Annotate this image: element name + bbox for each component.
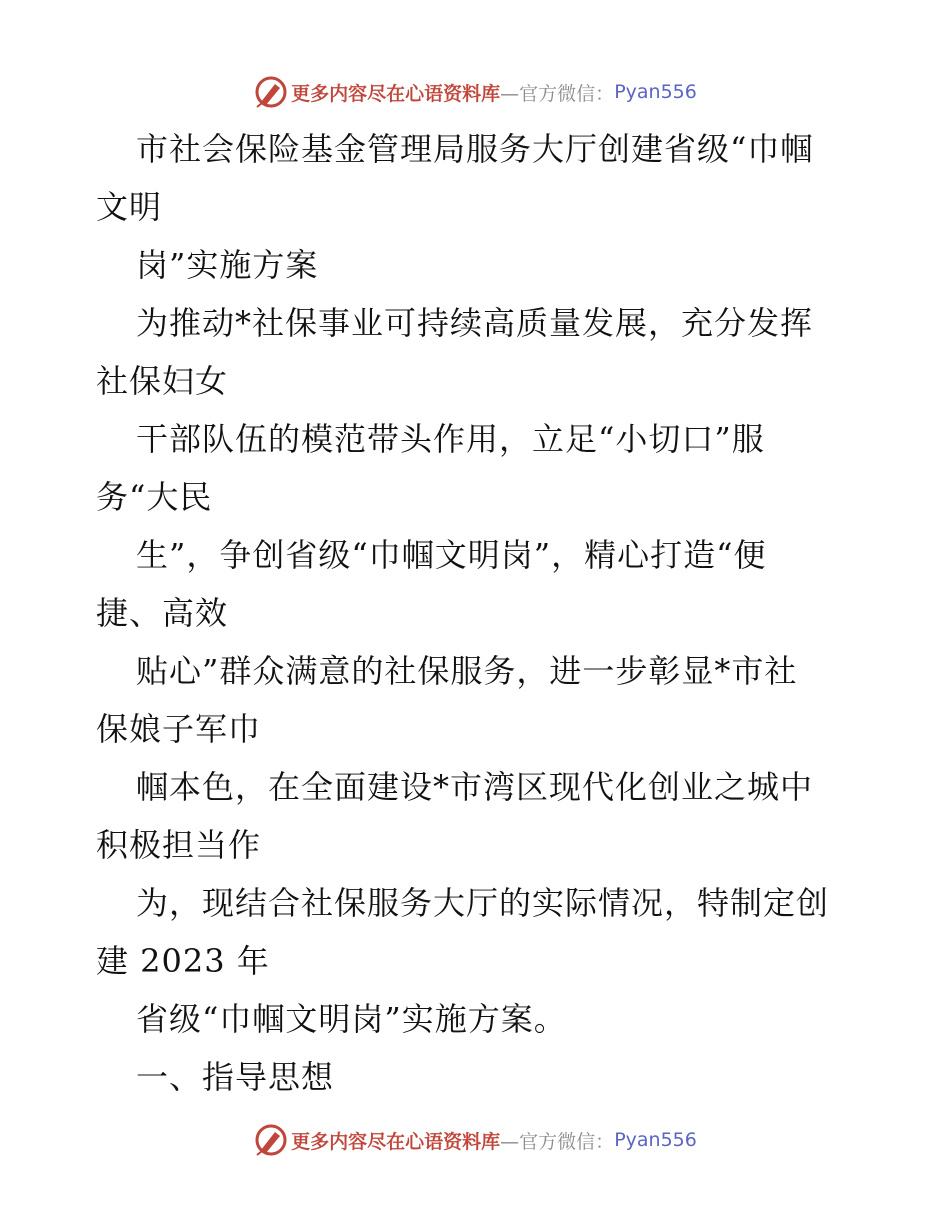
text-line: 保娘子军巾 xyxy=(96,710,262,748)
text-line: 建 2023 年 xyxy=(96,942,270,980)
text-line: 干部队伍的模范带头作用，立足“小切口”服 xyxy=(136,420,765,458)
header-banner xyxy=(0,72,950,112)
text-line: 岗”实施方案 xyxy=(136,246,319,284)
text-line: 捷、高效 xyxy=(96,594,229,632)
text-line: 务“大民 xyxy=(96,478,213,516)
document-body xyxy=(96,120,866,1106)
text-line: 文明 xyxy=(96,188,163,226)
text-line: 积极担当作 xyxy=(96,826,262,864)
banner-wechat-id: Pyan556 xyxy=(614,81,697,103)
text-line: 市社会保险基金管理局服务大厅创建省级“巾帼 xyxy=(136,130,814,168)
section-heading: 一、指导思想 xyxy=(136,1058,335,1096)
text-line: 贴心”群众满意的社保服务，进一步彰显*市社 xyxy=(136,652,798,690)
pen-logo-icon xyxy=(253,74,289,110)
text-line: 社保妇女 xyxy=(96,362,229,400)
text-line: 生”，争创省级“巾帼文明岗”，精心打造“便 xyxy=(136,536,767,574)
text-line: 为，现结合社保服务大厅的实际情况，特制定创 xyxy=(136,884,830,922)
footer-banner xyxy=(0,1120,950,1160)
pen-logo-icon xyxy=(253,1122,289,1158)
banner-site-name: 更多内容尽在心语资料库 xyxy=(291,1130,501,1153)
text-line: 为推动*社保事业可持续高质量发展，充分发挥 xyxy=(136,304,814,342)
text-line: 省级“巾帼文明岗”实施方案。 xyxy=(136,1000,567,1038)
banner-site-name: 更多内容尽在心语资料库 xyxy=(291,82,501,105)
banner-wechat-label: —官方微信： xyxy=(500,1130,615,1153)
text-line: 帼本色，在全面建设*市湾区现代化创业之城中 xyxy=(136,768,814,806)
banner-wechat-id: Pyan556 xyxy=(614,1129,697,1151)
banner-wechat-label: —官方微信： xyxy=(500,82,615,105)
